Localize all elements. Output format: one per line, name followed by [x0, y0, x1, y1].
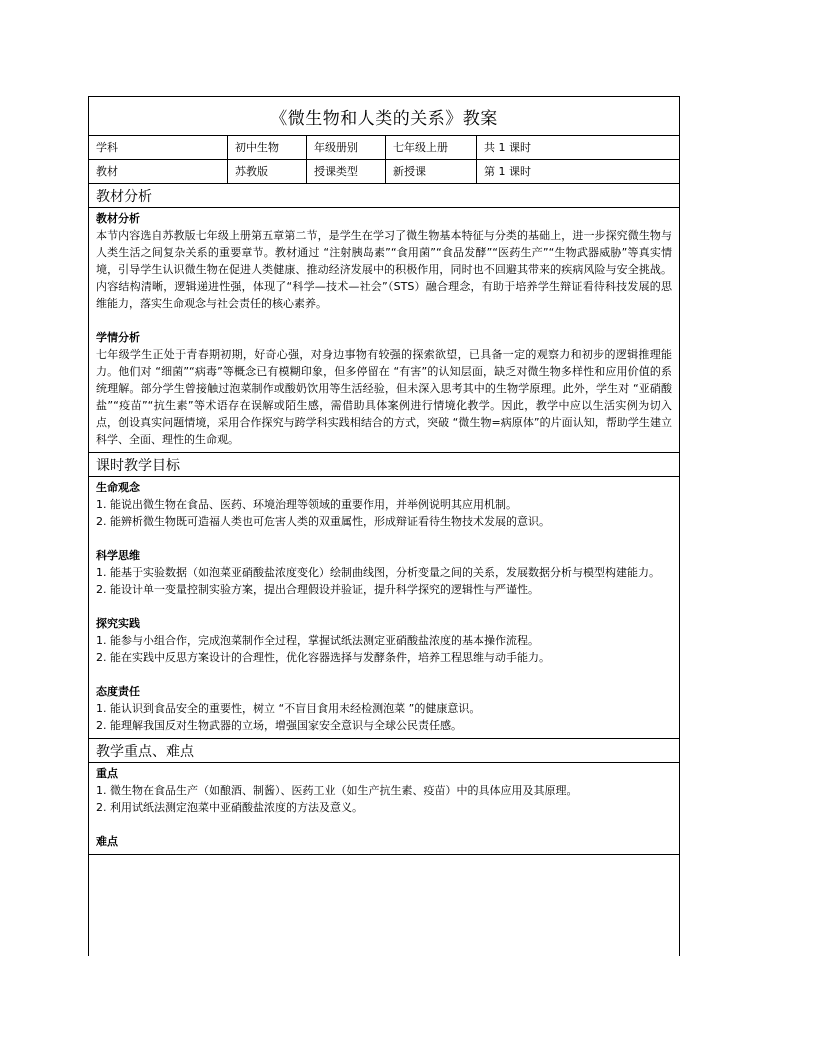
section-heading-row [89, 453, 679, 477]
section-heading-row [89, 184, 679, 208]
sections [89, 184, 679, 855]
spacer [96, 598, 672, 615]
info-row [89, 136, 679, 160]
subsection-heading: 重点 [96, 767, 118, 780]
subsection-heading: 难点 [96, 835, 118, 848]
objective-list [96, 700, 672, 734]
info-table [89, 136, 679, 184]
spacer [96, 312, 672, 329]
list-item: 2. 能理解我国反对生物武器的立场，增强国家安全意识与全球公民责任感。 [96, 719, 462, 732]
info-cell: 初中生物 [228, 136, 307, 159]
lesson-plan-document [88, 96, 680, 956]
spacer [96, 530, 672, 547]
objective-list [96, 496, 672, 530]
list-item: 1. 能认识到食品安全的重要性，树立 “不盲目食用未经检测泡菜 ”的健康意识。 [96, 702, 481, 715]
section-heading: 课时教学目标 [96, 458, 180, 474]
section-heading: 教材分析 [96, 189, 152, 205]
objective-list [96, 632, 672, 666]
subsection-heading: 教材分析 [96, 212, 140, 225]
list-item: 1. 能说出微生物在食品、医药、环境治理等领域的重要作用，并举例说明其应用机制。 [96, 498, 517, 511]
info-cell: 第 1 课时 [484, 165, 531, 178]
section-heading: 教学重点、难点 [96, 744, 194, 760]
list-item: 2. 能设计单一变量控制实验方案，提出合理假设并验证，提升科学探究的逻辑性与严谨性。 [96, 583, 539, 596]
info-cell: 教材 [89, 160, 228, 183]
objective-list [96, 782, 672, 816]
subsection-heading: 探究实践 [96, 617, 140, 630]
section-heading-row [89, 739, 679, 763]
section-body [89, 763, 679, 855]
subsection-paragraph: 七年级学生正处于青春期初期，好奇心强，对身边事物有较强的探索欲望，已具备一定的观察力和初步的逻辑推理能力。他们对 “细菌”“病毒”等概念已有模糊印象，但多停留在 “有害”的认知层面，缺乏对微生物多样性和应用价值的系统理解。部分学生曾接触过泡菜制作或酸奶饮用等生活经验，但未深入思考其中的生物学原理。此外，学生对 “亚硝酸盐”“疫苗”“抗生素”等术语存在误解或陌生感，需借助具体案例进行情境化教学。因此，教学中应以生活实例为切入点，创设真实问题情境，采用合作探究与跨学科实践相结合的方式，突破 “微生物=病原体”的片面认知，帮助学生建立科学、全面、理性的生命观。 [96, 348, 672, 446]
list-item: 2. 能在实践中反思方案设计的合理性，优化容器选择与发酵条件，培养工程思维与动手能力。 [96, 651, 550, 664]
subsection-heading: 态度责任 [96, 685, 140, 698]
spacer [96, 666, 672, 683]
subsection-heading: 生命观念 [96, 481, 140, 494]
objective-list [96, 564, 672, 598]
info-cell: 学科 [89, 136, 228, 159]
info-cell: 七年级上册 [386, 136, 477, 159]
list-item: 1. 微生物在食品生产（如酿酒、制酱）、医药工业（如生产抗生素、疫苗）中的具体应用及其原理。 [96, 784, 578, 797]
info-row [89, 160, 679, 184]
info-cell: 共 1 课时 [484, 141, 531, 154]
spacer [96, 816, 672, 833]
info-cell: 年级册别 [307, 136, 386, 159]
title-row [89, 97, 679, 136]
list-item: 2. 利用试纸法测定泡菜中亚硝酸盐浓度的方法及意义。 [96, 801, 363, 814]
list-item: 1. 能参与小组合作，完成泡菜制作全过程，掌握试纸法测定亚硝酸盐浓度的基本操作流程。 [96, 634, 539, 647]
list-item: 2. 能辨析微生物既可造福人类也可危害人类的双重属性，形成辩证看待生物技术发展的意识。 [96, 515, 550, 528]
subsection-heading: 学情分析 [96, 331, 140, 344]
section-body [89, 477, 679, 739]
document-title: 《微生物和人类的关系》教案 [270, 108, 498, 129]
section-body [89, 208, 679, 453]
subsection-paragraph: 本节内容选自苏教版七年级上册第五章第二节，是学生在学习了微生物基本特征与分类的基础上，进一步探究微生物与人类生活之间复杂关系的重要章节。教材通过 “注射胰岛素”“食用菌”“食品发酵”“医药生产”“生物武器威胁”等真实情境，引导学生认识微生物在促进人类健康、推动经济发展中的积极作用，同时也不回避其带来的疾病风险与安全挑战。内容结构清晰，逻辑递进性强，体现了“科学—技术—社会”（STS）融合理念，有助于培养学生辩证看待科技发展的思维能力，落实生命观念与社会责任的核心素养。 [96, 229, 672, 310]
info-cell: 苏教版 [228, 160, 307, 183]
subsection-heading: 科学思维 [96, 549, 140, 562]
info-cell: 授课类型 [307, 160, 386, 183]
list-item: 1. 能基于实验数据（如泡菜亚硝酸盐浓度变化）绘制曲线图，分析变量之间的关系，发展数据分析与模型构建能力。 [96, 566, 660, 579]
info-cell: 新授课 [386, 160, 477, 183]
